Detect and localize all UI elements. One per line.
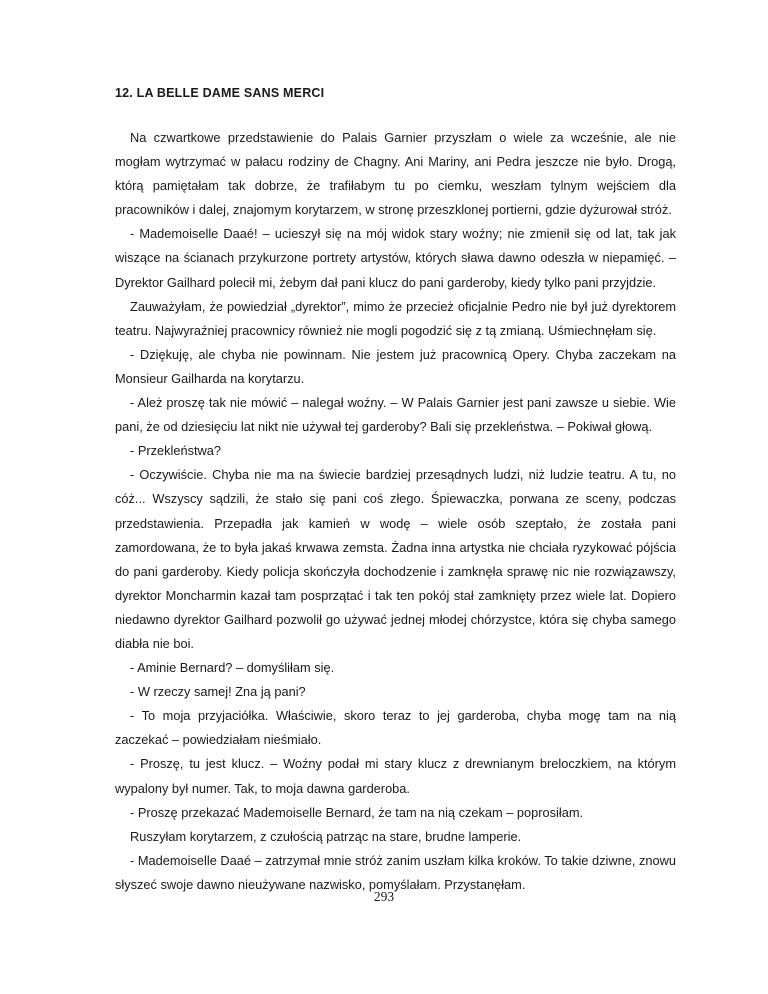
chapter-title: 12. LA BELLE DAME SANS MERCI [115,86,325,100]
body-text [115,126,676,897]
paragraph: - To moja przyjaciółka. Właściwie, skoro teraz to jej garderoba, chyba mogę tam na nią zaczekać – powiedziałam nieśmiało. [115,708,676,748]
paragraph: - Przekleństwa? [130,443,222,459]
paragraph: - W rzeczy samej! Zna ją pani? [130,684,306,700]
paragraph: Na czwartkowe przedstawienie do Palais Garnier przyszłam o wiele za wcześnie, ale nie mogłam wytrzymać w pałacu rodziny de Chagny. Ani Mariny, ani Pedra jeszcze nie było. Drogą, którą pamiętałam tak dobrze, że trafiłabym tu po ciemku, weszłam tylnym wejściem dla pracowników i dalej, znajomym korytarzem, w stronę przeszklonej portierni, gdzie dyżurował stróż. [115,130,676,218]
paragraph: - Dziękuję, ale chyba nie powinnam. Nie jestem już pracownicą Opery. Chyba zaczekam na Monsieur Gailharda na korytarzu. [115,346,676,386]
paragraph: - Mademoiselle Daaé! – ucieszył się na mój widok stary woźny; nie zmienił się od lat, tak jak wiszące na ścianach przykurzone portrety artystów, których sława dawno odeszła w niepamięć. – Dyrektor Gailhard polecił mi, żebym dał pani klucz do pani garderoby, kiedy tylko pani przyjdzie. [115,226,676,290]
paragraph: Ruszyłam korytarzem, z czułością patrząc na stare, brudne lamperie. [130,828,522,844]
paragraph: - Mademoiselle Daaé – zatrzymał mnie stróż zanim uszłam kilka kroków. To takie dziwne, znowu słyszeć swoje dawno nieużywane nazwisko, pomyślałam. Przystanęłam. [115,852,676,892]
paragraph: - Proszę, tu jest klucz. – Woźny podał mi stary klucz z drewnianym breloczkiem, na którym wypalony był numer. Tak, to moja dawna garderoba. [115,756,676,796]
paragraph: - Ależ proszę tak nie mówić – nalegał woźny. – W Palais Garnier jest pani zawsze u siebie. Wie pani, że od dziesięciu lat nikt nie używał tej garderoby? Bali się przekleństwa. – Pokiwał głową. [115,395,676,435]
paragraph: - Proszę przekazać Mademoiselle Bernard, że tam na nią czekam – poprosiłam. [130,804,584,820]
paragraph: - Aminie Bernard? – domyśliłam się. [130,660,335,676]
paragraph: Zauważyłam, że powiedział „dyrektor”, mimo że przecież oficjalnie Pedro nie był już dyrektorem teatru. Najwyraźniej pracownicy również nie mogli pogodzić się z tą zmianą. Uśmiechnęłam się. [115,298,676,338]
paragraph: - Oczywiście. Chyba nie ma na świecie bardziej przesądnych ludzi, niż ludzie teatru. A tu, no cóż... Wszyscy sądzili, że stało się pani coś złego. Śpiewaczka, porwana ze sceny, podczas przedstawienia. Przepadła jak kamień w wodę – wiele osób szeptało, że została pani zamordowana, że to była jakaś krwawa zemsta. Żadna inna artystka nie chciała ryzykować pójścia do pani garderoby. Kiedy policja skończyła dochodzenie i zamknęła sprawę nic nie rozwiązawszy, dyrektor Moncharmin kazał tam posprzątać i tak ten pokój stał zamknięty przez wiele lat. Dopiero niedawno dyrektor Gailhard pozwolił go używać jednej młodej chórzystce, która się chyba samego diabła nie boi. [115,467,676,651]
page-number: 293 [373,889,395,904]
